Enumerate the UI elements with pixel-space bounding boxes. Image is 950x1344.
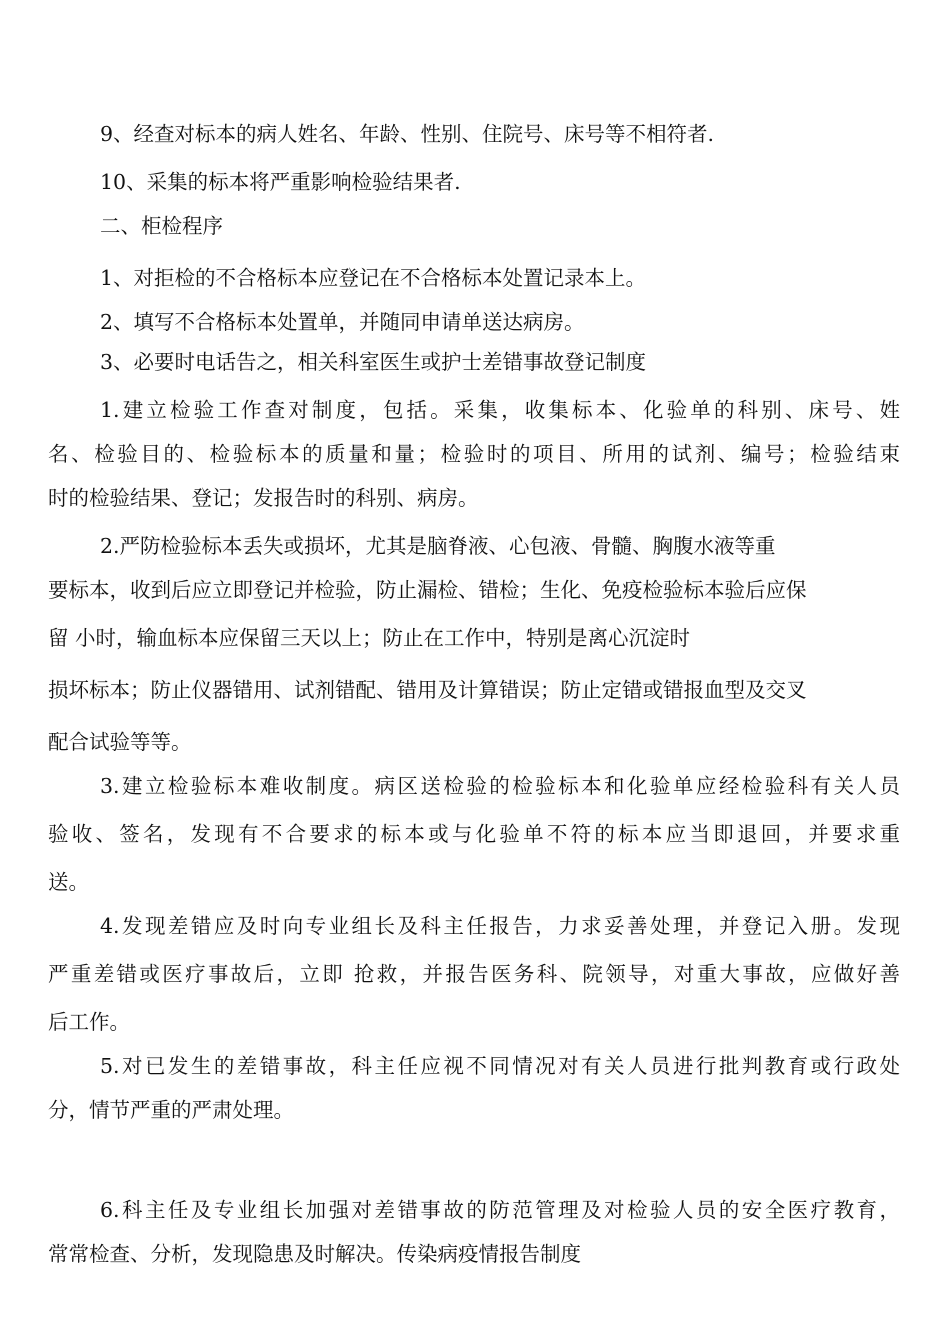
section-heading: 二、柜检程序	[100, 214, 223, 238]
text-line: 配合试验等等。	[48, 730, 192, 754]
text-line: 3.建立检验标本难收制度。病区送检验的检验标本和化验单应经检验科有关人员	[100, 774, 900, 798]
text-line: 留 小时，输血标本应保留三天以上；防止在工作中，特别是离心沉淀时	[48, 626, 691, 650]
text-line: 2.严防检验标本丢失或损坏，尤其是脑脊液、心包液、骨髓、胸腹水液等重	[100, 534, 776, 558]
text-line: 验收、签名，发现有不合要求的标本或与化验单不符的标本应当即退回，并要求重	[48, 822, 900, 846]
text-line: 4.发现差错应及时向专业组长及科主任报告，力求妥善处理，并登记入册。发现	[100, 914, 900, 938]
text-line: 1.建立检验工作查对制度，包括。采集，收集标本、化验单的科别、床号、姓	[100, 398, 900, 422]
text-line: 6.科主任及专业组长加强对差错事故的防范管理及对检验人员的安全医疗教育，	[100, 1198, 900, 1222]
text-line: 名、检验目的、检验标本的质量和量；检验时的项目、所用的试剂、编号；检验结束	[48, 442, 900, 466]
text-line: 10、采集的标本将严重影响检验结果者.	[100, 170, 461, 194]
text-line: 5.对已发生的差错事故，科主任应视不同情况对有关人员进行批判教育或行政处	[100, 1054, 900, 1078]
text-line: 时的检验结果、登记；发报告时的科别、病房。	[48, 486, 479, 510]
text-line: 要标本，收到后应立即登记并检验，防止漏检、错检；生化、免疫检验标本验后应保	[48, 578, 807, 602]
text-line: 1、对拒检的不合格标本应登记在不合格标本处置记录本上。	[100, 266, 647, 290]
text-line: 严重差错或医疗事故后，立即 抢救，并报告医务科、院领导，对重大事故，应做好善	[48, 962, 900, 986]
text-line: 9、经查对标本的病人姓名、年龄、性别、住院号、床号等不相符者.	[100, 122, 715, 146]
text-line: 后工作。	[48, 1010, 130, 1034]
text-line: 损坏标本；防止仪器错用、试剂错配、错用及计算错误；防止定错或错报血型及交叉	[48, 678, 807, 702]
text-line: 2、填写不合格标本处置单，并随同申请单送达病房。	[100, 310, 585, 334]
text-line: 常常检查、分析，发现隐患及时解决。传染病疫情报告制度	[48, 1242, 581, 1266]
text-line: 送。	[48, 870, 89, 894]
text-line: 3、必要时电话告之，相关科室医生或护士差错事故登记制度	[100, 350, 647, 374]
text-line: 分，情节严重的严肃处理。	[48, 1098, 294, 1122]
